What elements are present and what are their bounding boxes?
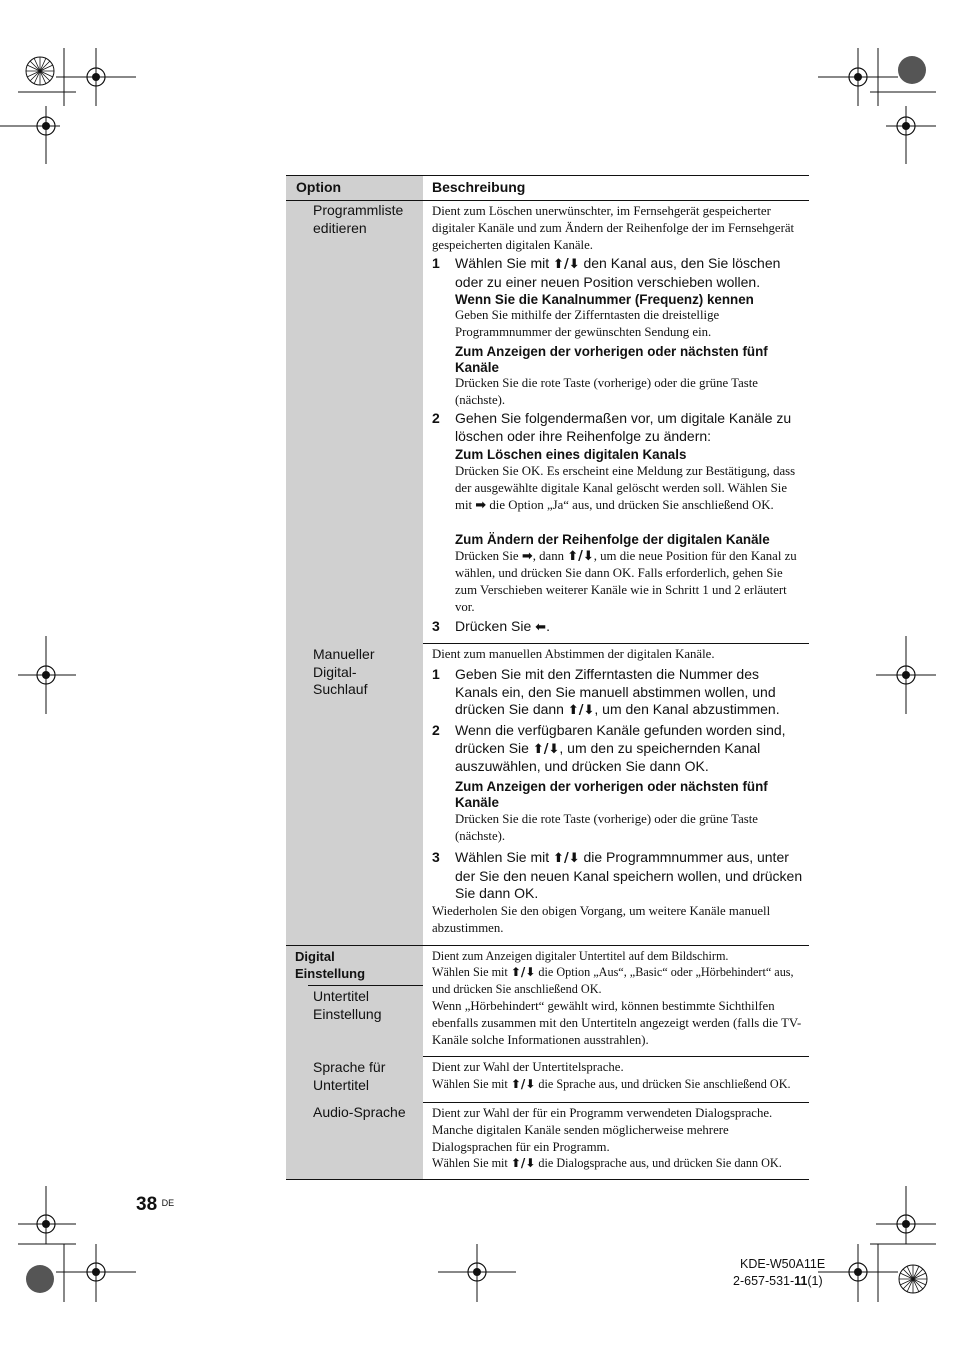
- option-sprache-untertitel: Sprache für Untertitel: [313, 1059, 386, 1093]
- model-number: KDE-W50A11E: [740, 1257, 826, 1271]
- row-rule-5: [423, 1102, 809, 1103]
- document-code: 2-657-531-11(1): [733, 1274, 823, 1288]
- updown-arrows-icon: ⬆/⬇: [567, 549, 594, 564]
- row-rule-3a: [308, 985, 423, 986]
- programmliste-intro: Dient zum Löschen unerwünschter, im Fernsehgerät gespeicherter digitaler Kanäle und zum Ändern der Reihenfolge der im Fernsehgerät gespeicherten digitalen Kanäle.: [432, 204, 795, 252]
- updown-arrows-icon: ⬆/⬇: [567, 703, 595, 718]
- manueller-intro: Dient zum manuellen Abstimmen der digitalen Kanäle.: [432, 647, 715, 661]
- table-top-rule: [286, 175, 809, 176]
- untertitel-line1: Dient zum Anzeigen digitaler Untertitel auf dem Bildschirm.: [432, 949, 729, 963]
- manueller-step3: Wählen Sie mit ⬆/⬇ die Programmnummer aus, unter der Sie den neuen Kanal speichern wollen, und drücken Sie dann OK.: [455, 849, 803, 901]
- manueller-step1-num: 1: [432, 666, 440, 682]
- untertitel-line3: Wenn „Hörbehindert“ gewählt wird, können bestimmte Sichthilfen ebenfalls zusammen mit den Untertiteln angezeigt werden (falls die TV-Kanäle solche Informationen ausstrahlen).: [432, 999, 802, 1047]
- right-arrow-icon: ➡: [521, 549, 533, 564]
- programmliste-sub1-text: Geben Sie mithilfe der Zifferntasten die dreistellige Programmnummer der gewünschten Sendung ein.: [455, 308, 720, 339]
- left-arrow-icon: ⬅: [535, 620, 547, 635]
- row-rule-2: [286, 945, 809, 946]
- manueller-step1: Geben Sie mit den Zifferntasten die Nummer des Kanals ein, den Sie manuell abstimmen wollen, und drücken Sie dann ⬆/⬇, um den Kanal abzustimmen.: [455, 666, 780, 718]
- programmliste-step1-num: 1: [432, 255, 440, 271]
- manueller-step3-num: 3: [432, 849, 440, 865]
- option-programmliste: Programmliste editieren: [313, 202, 404, 236]
- option-untertitel-einstellung: Untertitel Einstellung: [313, 988, 382, 1022]
- untertitel-line2: Wählen Sie mit ⬆/⬇ die Option „Aus“, „Basic“ oder „Hörbehindert“ aus, und drücken Sie anschließend OK.: [432, 965, 794, 996]
- row-rule-1: [423, 643, 809, 644]
- manueller-outro: Wiederholen Sie den obigen Vorgang, um weitere Kanäle manuell abzustimmen.: [432, 904, 771, 935]
- updown-arrows-icon: ⬆/⬇: [553, 257, 580, 272]
- updown-arrows-icon: ⬆/⬇: [510, 1156, 536, 1170]
- manueller-step2-num: 2: [432, 722, 440, 738]
- manueller-sub1-title: Zum Anzeigen der vorherigen oder nächsten fünf Kanäle: [455, 779, 768, 810]
- programmliste-sub2-text: Drücken Sie die rote Taste (vorherige) oder die grüne Taste (nächste).: [455, 376, 758, 407]
- header-rule: [286, 200, 809, 201]
- updown-arrows-icon: ⬆/⬇: [510, 965, 536, 979]
- page-language: DE: [161, 1198, 175, 1208]
- manueller-sub1-text: Drücken Sie die rote Taste (vorherige) oder die grüne Taste (nächste).: [455, 812, 758, 843]
- audio-line1: Dient zur Wahl der für ein Programm verwendeten Dialogsprache. Manche digitalen Kanäle senden möglicherweise mehrere Dialogsprachen für ein Programm.: [432, 1106, 773, 1154]
- programmliste-sub2-title: Zum Anzeigen der vorherigen oder nächsten fünf Kanäle: [455, 344, 768, 375]
- table-bottom-rule: [286, 1179, 809, 1180]
- programmliste-step3: Drücken Sie ⬅.: [455, 618, 550, 635]
- programmliste-sub1-title: Wenn Sie die Kanalnummer (Frequenz) kennen: [455, 292, 754, 307]
- header-description: Beschreibung: [432, 179, 526, 195]
- updown-arrows-icon: ⬆/⬇: [532, 741, 560, 757]
- updown-arrows-icon: ⬆/⬇: [553, 851, 580, 866]
- updown-arrows-icon: ⬆/⬇: [510, 1077, 536, 1091]
- audio-line2: Wählen Sie mit ⬆/⬇ die Dialogsprache aus, und drücken Sie dann OK.: [432, 1156, 782, 1170]
- programmliste-step2-num: 2: [432, 410, 440, 426]
- option-manueller: Manueller Digital-Suchlauf: [313, 646, 375, 697]
- right-arrow-icon: ➡: [475, 498, 487, 513]
- programmliste-step3-num: 3: [432, 618, 440, 634]
- option-audio-sprache: Audio-Sprache: [313, 1104, 406, 1120]
- sprache-line1: Dient zur Wahl der Untertitelsprache.: [432, 1060, 624, 1074]
- programmliste-sub4-title: Zum Ändern der Reihenfolge der digitalen Kanäle: [455, 532, 770, 547]
- section-digital-einstellung: Digital Einstellung: [295, 949, 366, 981]
- programmliste-sub4-text: Drücken Sie ➡, dann ⬆/⬇, um die neue Position für den Kanal zu wählen, und drücken Sie dann OK. Falls erforderlich, gehen Sie zum Verschieben weiterer Kanäle wie in Schritt 1 und 2 erläutert vor.: [455, 549, 797, 614]
- manueller-step2: Wenn die verfügbaren Kanäle gefunden worden sind, drücken Sie ⬆/⬇, um den zu speichernden Kanal auszuwählen, und drücken Sie dann OK.: [455, 722, 786, 774]
- page-number: 38 $^{DE}$: [136, 1194, 175, 1215]
- header-option: Option: [296, 179, 342, 195]
- programmliste-sub3-title: Zum Löschen eines digitalen Kanals: [455, 447, 687, 462]
- programmliste-step1: Wählen Sie mit ⬆/⬇ den Kanal aus, den Sie löschen oder zu einer neuen Position verschieben wollen.: [455, 255, 781, 290]
- programmliste-step2: Gehen Sie folgendermaßen vor, um digitale Kanäle zu löschen oder ihre Reihenfolge zu ändern:: [455, 410, 792, 444]
- row-rule-4: [423, 1056, 809, 1057]
- sprache-line2: Wählen Sie mit ⬆/⬇ die Sprache aus, und drücken Sie anschließend OK.: [432, 1077, 791, 1091]
- programmliste-sub3-text: Drücken Sie OK. Es erscheint eine Meldung zur Bestätigung, dass der ausgewählte digitale Kanal gelöscht werden soll. Wählen Sie mit ➡ die Option „Ja“ aus, und drücken Sie anschließend OK.: [455, 464, 796, 513]
